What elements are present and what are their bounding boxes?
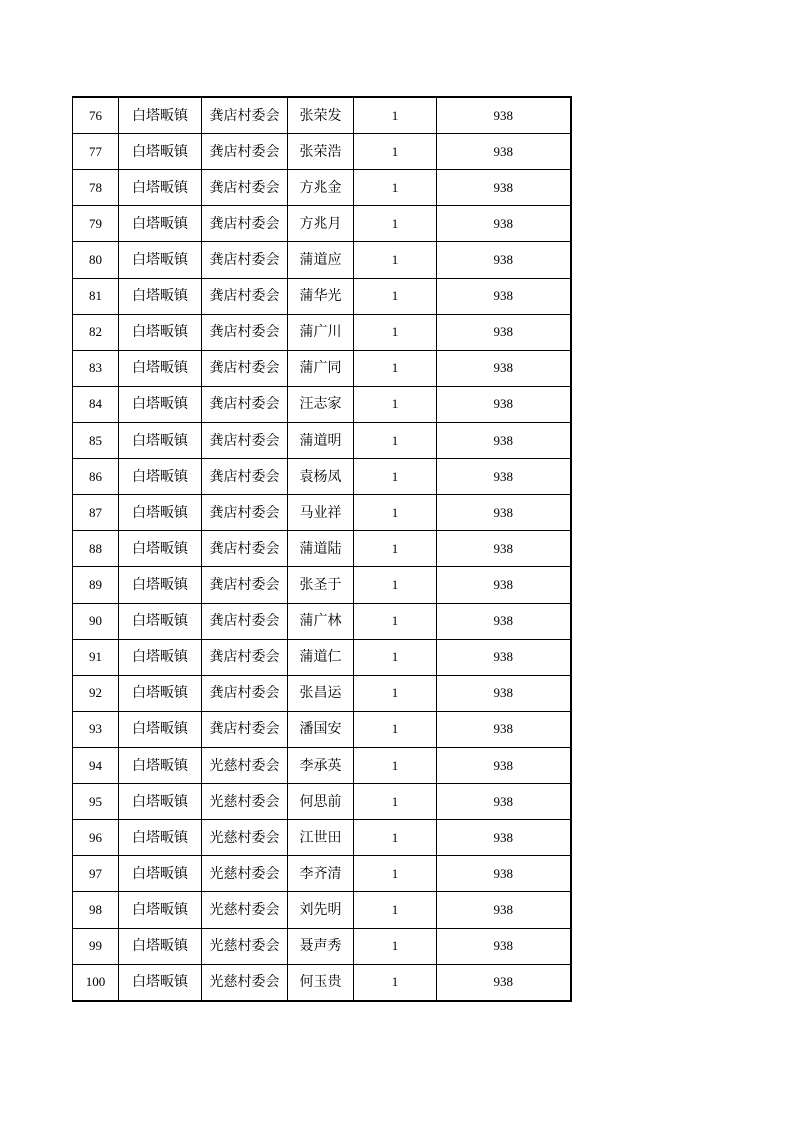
village-cell: 龚店村委会 [202,531,288,567]
town-cell: 白塔畈镇 [119,386,202,422]
row-number-cell: 91 [73,639,119,675]
row-number-cell: 94 [73,747,119,783]
person-name-cell: 方兆月 [288,206,354,242]
town-cell: 白塔畈镇 [119,134,202,170]
table-row [73,928,571,964]
row-number-cell: 84 [73,386,119,422]
amount-cell: 938 [437,242,571,278]
town-cell: 白塔畈镇 [119,314,202,350]
town-cell: 白塔畈镇 [119,784,202,820]
row-number-cell: 86 [73,459,119,495]
village-cell: 龚店村委会 [202,675,288,711]
amount-cell: 938 [437,495,571,531]
village-cell: 龚店村委会 [202,386,288,422]
town-cell: 白塔畈镇 [119,856,202,892]
amount-cell: 938 [437,170,571,206]
person-name-cell: 潘国安 [288,711,354,747]
amount-cell: 938 [437,206,571,242]
table-row [73,386,571,422]
person-name-cell: 江世田 [288,820,354,856]
person-name-cell: 何思前 [288,784,354,820]
person-name-cell: 李齐清 [288,856,354,892]
row-number-cell: 87 [73,495,119,531]
roster-table [72,96,572,1002]
village-cell: 光慈村委会 [202,784,288,820]
table-row [73,892,571,928]
person-name-cell: 李承英 [288,747,354,783]
table-row [73,459,571,495]
table-row [73,531,571,567]
town-cell: 白塔畈镇 [119,639,202,675]
quantity-cell: 1 [354,784,437,820]
amount-cell: 938 [437,531,571,567]
table-row [73,134,571,170]
person-name-cell: 刘先明 [288,892,354,928]
table-row [73,170,571,206]
village-cell: 龚店村委会 [202,567,288,603]
quantity-cell: 1 [354,856,437,892]
quantity-cell: 1 [354,206,437,242]
village-cell: 光慈村委会 [202,964,288,1001]
town-cell: 白塔畈镇 [119,820,202,856]
village-cell: 光慈村委会 [202,820,288,856]
town-cell: 白塔畈镇 [119,422,202,458]
quantity-cell: 1 [354,892,437,928]
person-name-cell: 蒲广川 [288,314,354,350]
person-name-cell: 蒲广同 [288,350,354,386]
village-cell: 光慈村委会 [202,892,288,928]
amount-cell: 938 [437,603,571,639]
row-number-cell: 98 [73,892,119,928]
village-cell: 龚店村委会 [202,97,288,134]
amount-cell: 938 [437,459,571,495]
village-cell: 龚店村委会 [202,170,288,206]
town-cell: 白塔畈镇 [119,242,202,278]
person-name-cell: 蒲道陆 [288,531,354,567]
row-number-cell: 90 [73,603,119,639]
amount-cell: 938 [437,314,571,350]
row-number-cell: 93 [73,711,119,747]
row-number-cell: 96 [73,820,119,856]
quantity-cell: 1 [354,495,437,531]
quantity-cell: 1 [354,531,437,567]
table-row [73,314,571,350]
table-body [73,97,571,1001]
row-number-cell: 76 [73,97,119,134]
town-cell: 白塔畈镇 [119,350,202,386]
quantity-cell: 1 [354,386,437,422]
row-number-cell: 85 [73,422,119,458]
person-name-cell: 张昌运 [288,675,354,711]
amount-cell: 938 [437,567,571,603]
village-cell: 龚店村委会 [202,459,288,495]
town-cell: 白塔畈镇 [119,892,202,928]
quantity-cell: 1 [354,170,437,206]
quantity-cell: 1 [354,747,437,783]
amount-cell: 938 [437,820,571,856]
table-row [73,639,571,675]
amount-cell: 938 [437,892,571,928]
quantity-cell: 1 [354,97,437,134]
amount-cell: 938 [437,675,571,711]
town-cell: 白塔畈镇 [119,675,202,711]
row-number-cell: 82 [73,314,119,350]
town-cell: 白塔畈镇 [119,603,202,639]
village-cell: 龚店村委会 [202,278,288,314]
quantity-cell: 1 [354,603,437,639]
town-cell: 白塔畈镇 [119,97,202,134]
row-number-cell: 83 [73,350,119,386]
village-cell: 龚店村委会 [202,206,288,242]
table-row [73,567,571,603]
amount-cell: 938 [437,97,571,134]
amount-cell: 938 [437,278,571,314]
amount-cell: 938 [437,350,571,386]
village-cell: 龚店村委会 [202,495,288,531]
amount-cell: 938 [437,422,571,458]
village-cell: 光慈村委会 [202,856,288,892]
town-cell: 白塔畈镇 [119,928,202,964]
person-name-cell: 方兆金 [288,170,354,206]
village-cell: 光慈村委会 [202,928,288,964]
person-name-cell: 马业祥 [288,495,354,531]
person-name-cell: 张圣于 [288,567,354,603]
table-row [73,603,571,639]
amount-cell: 938 [437,928,571,964]
person-name-cell: 蒲道应 [288,242,354,278]
town-cell: 白塔畈镇 [119,459,202,495]
row-number-cell: 78 [73,170,119,206]
person-name-cell: 汪志家 [288,386,354,422]
amount-cell: 938 [437,639,571,675]
row-number-cell: 99 [73,928,119,964]
town-cell: 白塔畈镇 [119,278,202,314]
person-name-cell: 蒲道明 [288,422,354,458]
quantity-cell: 1 [354,964,437,1001]
village-cell: 龚店村委会 [202,314,288,350]
person-name-cell: 蒲广林 [288,603,354,639]
village-cell: 龚店村委会 [202,422,288,458]
row-number-cell: 100 [73,964,119,1001]
village-cell: 龚店村委会 [202,242,288,278]
town-cell: 白塔畈镇 [119,495,202,531]
town-cell: 白塔畈镇 [119,964,202,1001]
person-name-cell: 袁杨凤 [288,459,354,495]
table-row [73,242,571,278]
amount-cell: 938 [437,711,571,747]
quantity-cell: 1 [354,567,437,603]
table-row [73,711,571,747]
village-cell: 龚店村委会 [202,350,288,386]
amount-cell: 938 [437,747,571,783]
amount-cell: 938 [437,784,571,820]
quantity-cell: 1 [354,242,437,278]
quantity-cell: 1 [354,278,437,314]
table-row [73,495,571,531]
row-number-cell: 80 [73,242,119,278]
quantity-cell: 1 [354,820,437,856]
row-number-cell: 88 [73,531,119,567]
table-row [73,964,571,1001]
table-row [73,350,571,386]
row-number-cell: 89 [73,567,119,603]
village-cell: 龚店村委会 [202,134,288,170]
town-cell: 白塔畈镇 [119,531,202,567]
person-name-cell: 张荣浩 [288,134,354,170]
table-row [73,784,571,820]
amount-cell: 938 [437,386,571,422]
town-cell: 白塔畈镇 [119,747,202,783]
person-name-cell: 蒲道仁 [288,639,354,675]
quantity-cell: 1 [354,134,437,170]
row-number-cell: 81 [73,278,119,314]
person-name-cell: 张荣发 [288,97,354,134]
quantity-cell: 1 [354,422,437,458]
row-number-cell: 95 [73,784,119,820]
table-row [73,856,571,892]
quantity-cell: 1 [354,314,437,350]
row-number-cell: 77 [73,134,119,170]
village-cell: 光慈村委会 [202,747,288,783]
quantity-cell: 1 [354,675,437,711]
town-cell: 白塔畈镇 [119,567,202,603]
person-name-cell: 聂声秀 [288,928,354,964]
quantity-cell: 1 [354,711,437,747]
quantity-cell: 1 [354,459,437,495]
row-number-cell: 97 [73,856,119,892]
quantity-cell: 1 [354,639,437,675]
village-cell: 龚店村委会 [202,603,288,639]
table-row [73,422,571,458]
row-number-cell: 92 [73,675,119,711]
amount-cell: 938 [437,856,571,892]
table-row [73,747,571,783]
table-row [73,675,571,711]
person-name-cell: 何玉贵 [288,964,354,1001]
quantity-cell: 1 [354,350,437,386]
table-row [73,97,571,134]
quantity-cell: 1 [354,928,437,964]
row-number-cell: 79 [73,206,119,242]
village-cell: 龚店村委会 [202,639,288,675]
amount-cell: 938 [437,964,571,1001]
table-row [73,278,571,314]
village-cell: 龚店村委会 [202,711,288,747]
town-cell: 白塔畈镇 [119,711,202,747]
table-row [73,820,571,856]
town-cell: 白塔畈镇 [119,170,202,206]
town-cell: 白塔畈镇 [119,206,202,242]
amount-cell: 938 [437,134,571,170]
person-name-cell: 蒲华光 [288,278,354,314]
table-row [73,206,571,242]
